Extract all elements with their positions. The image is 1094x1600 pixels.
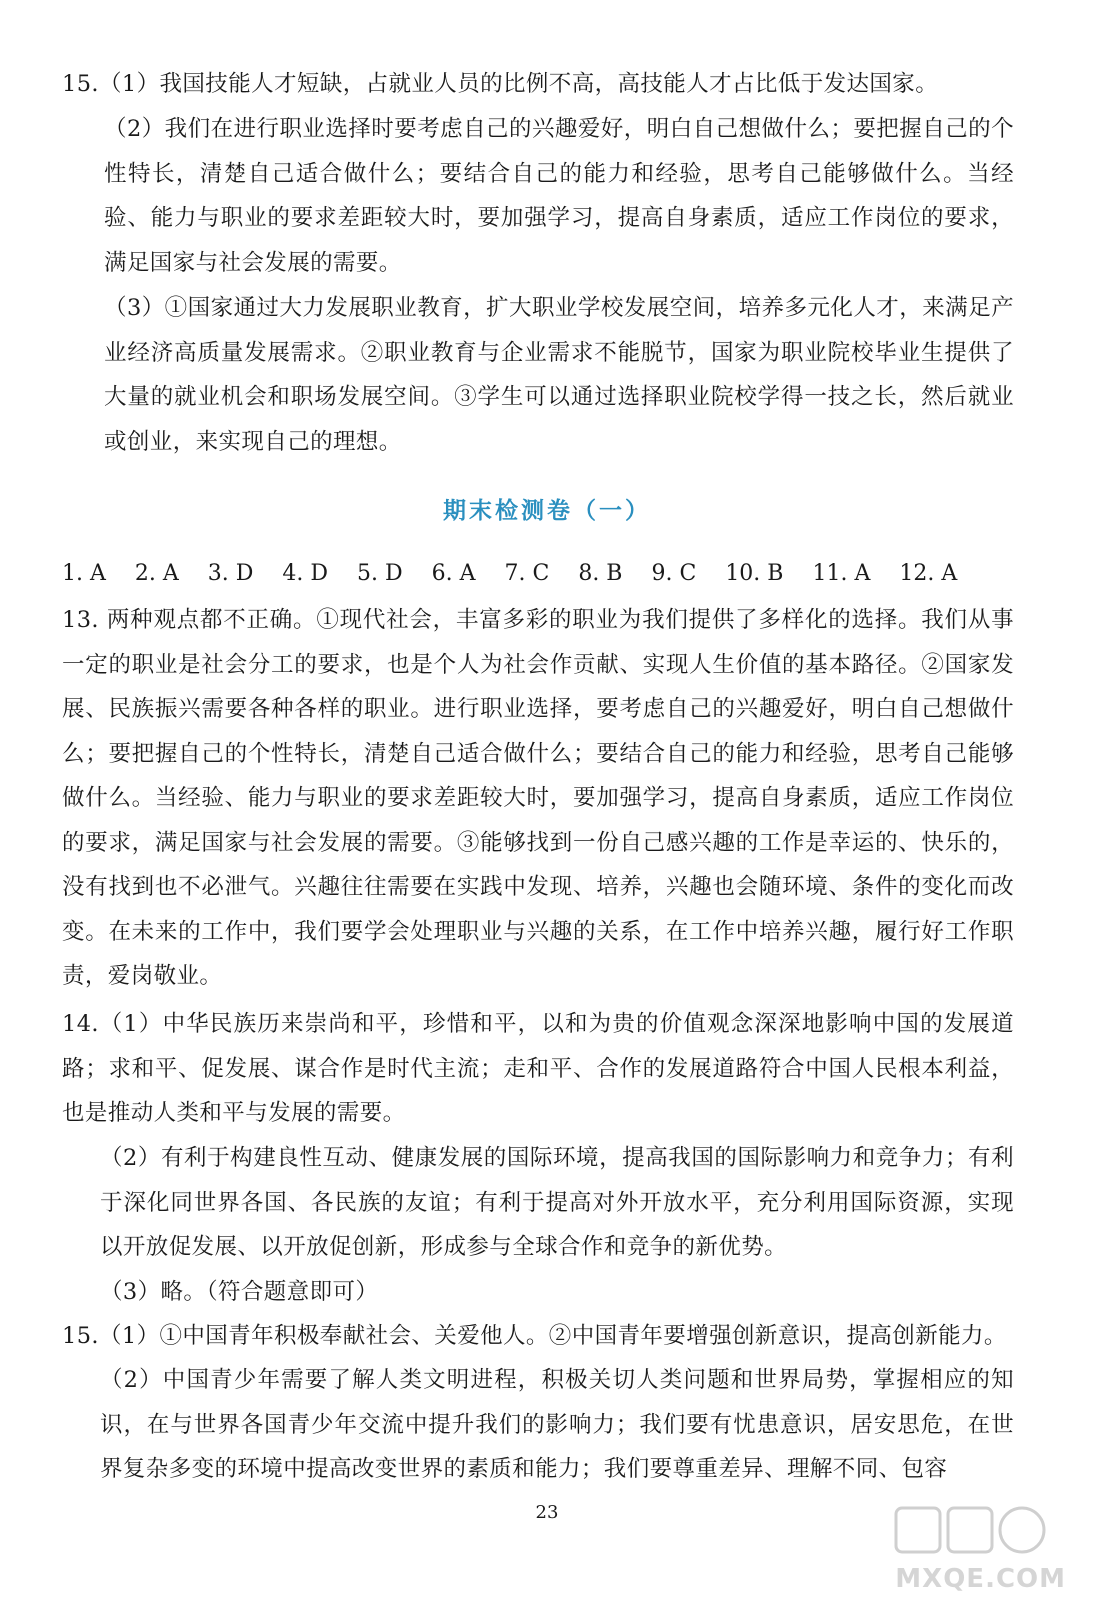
- q15-part2: （2）中国青少年需要了解人类文明进程，积极关切人类问题和世界局势，掌握相应的知识，在与世界各国青少年交流中提升我们的影响力；我们要有忧患意识，居安思危，在世界复杂多变的环境中提高改变世界的素质和能力；我们要尊重差异、理解不同、包容: [100, 1367, 1014, 1482]
- mc-answer: 9. C: [651, 561, 697, 586]
- mc-answer: 1. A: [62, 561, 106, 586]
- watermark-text: MXQE.COM: [895, 1564, 1066, 1594]
- mc-answer: 4. D: [282, 561, 328, 586]
- q14-part2: （2）有利于构建良性互动、健康发展的国际环境，提高我国的国际影响力和竞争力；有利于深化同世界各国、各民族的友谊；有利于提高对外开放水平，充分利用国际资源，实现以开放促发展、以开放促创新，形成参与全球合作和竞争的新优势。: [100, 1145, 1014, 1260]
- q14-part1: 14.（1）中华民族历来崇尚和平，珍惜和平，以和为贵的价值观念深深地影响中国的发展道路；求和平、促发展、谋合作是时代主流；走和平、合作的发展道路符合中国人民根本利益，也是推动人类和平与发展的需要。: [62, 1011, 1014, 1126]
- mc-answer: 5. D: [357, 561, 403, 586]
- page-number: 23: [535, 1502, 559, 1523]
- mc-answer: 12. A: [899, 561, 958, 586]
- multiple-choice-answers: [62, 556, 1062, 592]
- mc-answer: 2. A: [134, 561, 179, 586]
- watermark-icon: [876, 1502, 1066, 1562]
- mc-answer: 7. C: [504, 561, 550, 586]
- mc-answer: 3. D: [207, 561, 254, 586]
- q15-prev-part1: 15.（1）我国技能人才短缺，占就业人员的比例不高，高技能人才占比低于发达国家。: [62, 71, 939, 97]
- mc-answer: 6. A: [431, 561, 476, 586]
- mc-answer: 10. B: [725, 561, 784, 586]
- section-title: 期末检测卷（一）: [443, 498, 651, 524]
- mc-answer: 11. A: [812, 561, 871, 586]
- q13-answer: 13. 两种观点都不正确。①现代社会，丰富多彩的职业为我们提供了多样化的选择。我们从事一定的职业是社会分工的要求，也是个人为社会作贡献、实现人生价值的基本路径。②国家发展、民族振兴需要各种各样的职业。进行职业选择，要考虑自己的兴趣爱好，明白自己想做什么；要把握自己的个性特长，清楚自己适合做什么；要结合自己的能力和经验，思考自己能够做什么。当经验、能力与职业的要求差距较大时，要加强学习，提高自身素质，适应工作岗位的要求，满足国家与社会发展的需要。③能够找到一份自己感兴趣的工作是幸运的、快乐的，没有找到也不必泄气。兴趣往往需要在实践中发现、培养，兴趣也会随环境、条件的变化而改变。在未来的工作中，我们要学会处理职业与兴趣的关系，在工作中培养兴趣，履行好工作职责，爱岗敬业。: [62, 607, 1014, 989]
- watermark-logo: [876, 1502, 1066, 1594]
- q14-part3: （3）略。（符合题意即可）: [100, 1279, 379, 1305]
- q15-prev-part2: （2）我们在进行职业选择时要考虑自己的兴趣爱好，明白自己想做什么；要把握自己的个性特长，清楚自己适合做什么；要结合自己的能力和经验，思考自己能够做什么。当经验、能力与职业的要求差距较大时，要加强学习，提高自身素质，适应工作岗位的要求，满足国家与社会发展的需要。: [104, 116, 1014, 276]
- q15-part1: 15.（1）①中国青年积极奉献社会、关爱他人。②中国青年要增强创新意识，提高创新能力。: [62, 1323, 1007, 1349]
- q15-prev-part3: （3）①国家通过大力发展职业教育，扩大职业学校发展空间，培养多元化人才，来满足产业经济高质量发展需求。②职业教育与企业需求不能脱节，国家为职业院校毕业生提供了大量的就业机会和职场发展空间。③学生可以通过选择职业院校学得一技之长，然后就业或创业，来实现自己的理想。: [104, 295, 1014, 455]
- mc-answer: 8. B: [578, 561, 623, 586]
